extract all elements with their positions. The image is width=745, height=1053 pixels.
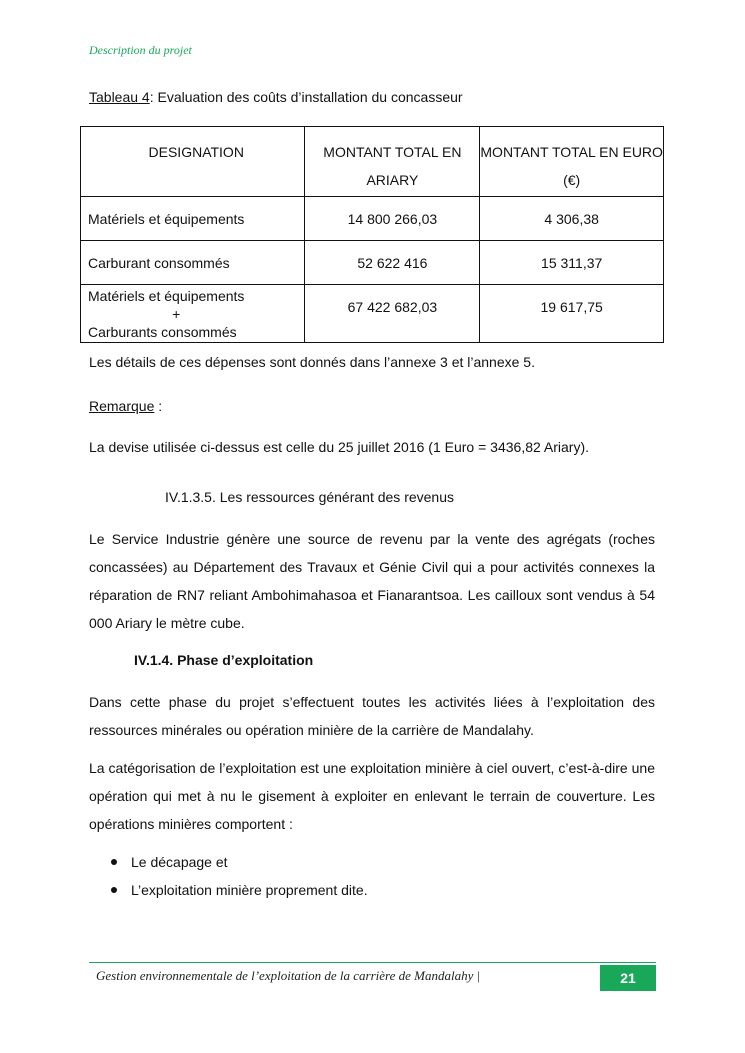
cell-designation: Carburant consommés bbox=[81, 241, 305, 285]
table-caption-label: Tableau 4 bbox=[89, 89, 150, 105]
cell-ariary: 14 800 266,03 bbox=[305, 197, 480, 241]
footer-divider bbox=[89, 962, 656, 963]
table-row bbox=[81, 241, 664, 285]
cell-ariary: 52 622 416 bbox=[305, 241, 480, 285]
header-designation: DESIGNATION bbox=[81, 127, 305, 197]
page-number: 21 bbox=[600, 965, 656, 991]
cell-ariary-total: 67 422 682,03 bbox=[305, 285, 480, 343]
cell-euro: 15 311,37 bbox=[480, 241, 664, 285]
subsection-heading: IV.1.3.5. Les ressources générant des revenus bbox=[165, 489, 454, 505]
list-item: Le décapage et bbox=[89, 848, 368, 876]
operations-list bbox=[89, 848, 368, 904]
section-heading: IV.1.4. Phase d’exploitation bbox=[134, 652, 314, 668]
cell-designation: Matériels et équipements bbox=[81, 197, 305, 241]
devise-paragraph: La devise utilisée ci-dessus est celle du 25 juillet 2016 (1 Euro = 3436,82 Ariary). bbox=[89, 439, 590, 455]
phase-paragraph: Dans cette phase du projet s’effectuent toutes les activités liées à l’exploitation des ressources minérales ou opération minière de la carrière de Mandalahy. bbox=[89, 694, 655, 738]
cell-euro-total: 19 617,75 bbox=[480, 285, 664, 343]
bullet-icon bbox=[111, 887, 117, 893]
categorisation-paragraph: La catégorisation de l’exploitation est une exploitation minière à ciel ouvert, c’est-à-dire une opération qui met à nu le gisement à exploiter en enlevant le terrain de couverture. Les opérations minières comportent : bbox=[89, 760, 655, 832]
bullet-icon bbox=[111, 859, 117, 865]
table-header-row bbox=[81, 127, 664, 197]
table-caption bbox=[89, 89, 463, 105]
cell-designation-total: Matériels et équipements + Carburants consommés bbox=[81, 285, 305, 343]
header-ariary: MONTANT TOTAL EN ARIARY bbox=[305, 127, 480, 197]
remarque-line: Remarque : bbox=[89, 398, 163, 414]
cell-euro: 4 306,38 bbox=[480, 197, 664, 241]
cost-table bbox=[80, 126, 664, 343]
footer-title: Gestion environnementale de l’exploitation de la carrière de Mandalahy | bbox=[96, 968, 481, 983]
table-row bbox=[81, 197, 664, 241]
table-caption-text: : Evaluation des coûts d’installation du concasseur bbox=[149, 89, 463, 105]
running-header: Description du projet bbox=[89, 43, 192, 57]
details-paragraph: Les détails de ces dépenses sont donnés dans l’annexe 3 et l’annexe 5. bbox=[89, 354, 535, 370]
table-total-row bbox=[81, 285, 664, 343]
list-item: L’exploitation minière proprement dite. bbox=[89, 876, 368, 904]
revenus-paragraph: Le Service Industrie génère une source de revenu par la vente des agrégats (roches concassées) au Département des Travaux et Génie Civil qui a pour activités connexes la réparation de RN7 reliant Ambohimahasoa et Fianarantsoa. Les cailloux sont vendus à 54 000 Ariary le mètre cube. bbox=[89, 531, 655, 631]
header-euro: MONTANT TOTAL EN EURO (€) bbox=[480, 127, 664, 197]
